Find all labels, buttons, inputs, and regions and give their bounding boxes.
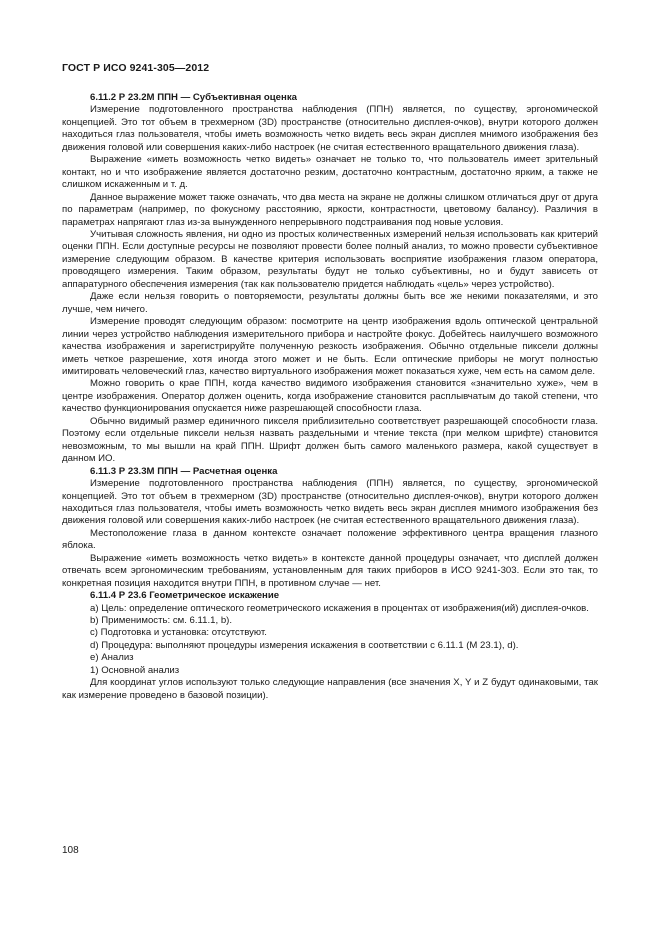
paragraph: Можно говорить о крае ППН, когда качество видимого изображения становится «значительно хуже», чем в центре изображения. Оператор должен оценить, когда изображение становится расплывчатым до такой степени, что качество функционирования опускается ниже разрешающей способности глаза. (62, 378, 598, 415)
paragraph: Даже если нельзя говорить о повторяемости, результаты должны быть все же некими показателями, и это лучше, чем ничего. (62, 291, 598, 315)
document-body (62, 92, 598, 702)
list-item: 1) Основной анализ (90, 664, 180, 676)
section-heading-6-11-3: 6.11.3 Р 23.3М ППН — Расчетная оценка (90, 465, 278, 477)
list-item: c) Подготовка и установка: отсутствуют. (90, 627, 267, 639)
paragraph: Измерение подготовленного пространства наблюдения (ППН) является, по существу, эргономической концепцией. Это тот объем в трехмерном (3D) пространстве (относительно дисплея-очков), внутри которого должен находиться глаз пользователя, чтобы иметь возможность четко видеть весь экран дисплея мнимого изображения без движения головой или совершения каких-либо настроек (не считая естественного вращательного движения глаза). (62, 478, 598, 527)
list-item: d) Процедура: выполняют процедуры измерения искажения в соответствии с 6.11.1 (М 23.1), d). (90, 639, 519, 651)
paragraph: Измерение подготовленного пространства наблюдения (ППН) является, по существу, эргономической концепцией. Это тот объем в трехмерном (3D) пространстве (относительно дисплея-очков), внутри которого должен находиться глаз пользователя, чтобы иметь возможность четко видеть весь экран дисплея мнимого изображения без движения головой или совершения каких-либо настроек (не считая естественного вращательного движения глаза). (62, 104, 598, 153)
list-item: b) Применимость: см. 6.11.1, b). (90, 615, 233, 627)
paragraph: Выражение «иметь возможность четко видеть» в контексте данной процедуры означает, что дисплей должен отвечать всем эргономическим требованиям, установленным для таких приборов в ИСО 9241-303. Если это так, то конкретная позиция находится внутри ППН, в противном случае — нет. (62, 552, 598, 589)
paragraph: Местоположение глаза в данном контексте означает положение эффективного центра вращения глазного яблока. (62, 527, 598, 552)
paragraph: Измерение проводят следующим образом: посмотрите на центр изображения вдоль оптической центральной линии через устройство наблюдения измерительного прибора и настройте фокус. Добейтесь наилучшего возможного качества изображения и зарегистрируйте полученную резкость изображения. Обычно отдельные пиксели должны иметь четкое разрешение, хотя иногда этого может и не быть. Если оптические приборы не могут полностью имитировать человеческий глаз, качество виртуального изображения может показаться хуже, чем есть на самом деле. (62, 316, 598, 377)
document-header: ГОСТ Р ИСО 9241-305—2012 (62, 62, 210, 74)
paragraph: Данное выражение может также означать, что два места на экране не должны слишком отличаться друг от друга по параметрам (например, по фокусному расстоянию, яркости, контрастности, цветовому балансу). Различия в параметрах напрягают глаз из-за вынужденного непрерывного подстраивания под новые условия. (62, 191, 598, 228)
paragraph: Для координат углов используют только следующие направления (все значения X, Y и Z будут одинаковыми, так как измерение проведено в базовой позиции). (62, 677, 598, 701)
list-item: a) Цель: определение оптического геометрического искажения в процентах от изображения(ий) дисплея-очков. (90, 602, 589, 614)
paragraph: Учитывая сложность явления, ни одно из простых количественных измерений нельзя использовать как критерий оценки ППН. Если доступные ресурсы не позволяют провести более полный анализ, то можно провести субъективное измерение следующим образом. В качестве критерия использовать восприятие изображения глазом оператора, проводящего измерения. Таким образом, результаты будут не только субъективны, но и будут зависеть от аппаратурного обеспечения измерения (так как пользователю придется наблюдать «цель» через устройство). (62, 228, 598, 290)
section-heading-6-11-4: 6.11.4 Р 23.6 Геометрическое искажение (90, 590, 280, 602)
section-heading-6-11-2: 6.11.2 Р 23.2М ППН — Субъективная оценка (90, 92, 297, 103)
page-number: 108 (62, 845, 79, 856)
paragraph: Выражение «иметь возможность четко видеть» означает не только то, что пользователь имеет зрительный контакт, но и что изображение является достаточно резким, достаточно контрастным, достаточно ярким, а также не слишком искаженным и т. д. (62, 154, 598, 191)
list-item: e) Анализ (90, 652, 134, 664)
paragraph: Обычно видимый размер единичного пикселя приблизительно соответствует разрешающей способности глаза. Поэтому если отдельные пиксели нельзя назвать раздельными и чтение текста (при мелком шрифте) становится невозможным, то мы вышли на край ППН. Шрифт должен быть самого маленького размера, какой существует в данном ИО. (62, 415, 598, 465)
